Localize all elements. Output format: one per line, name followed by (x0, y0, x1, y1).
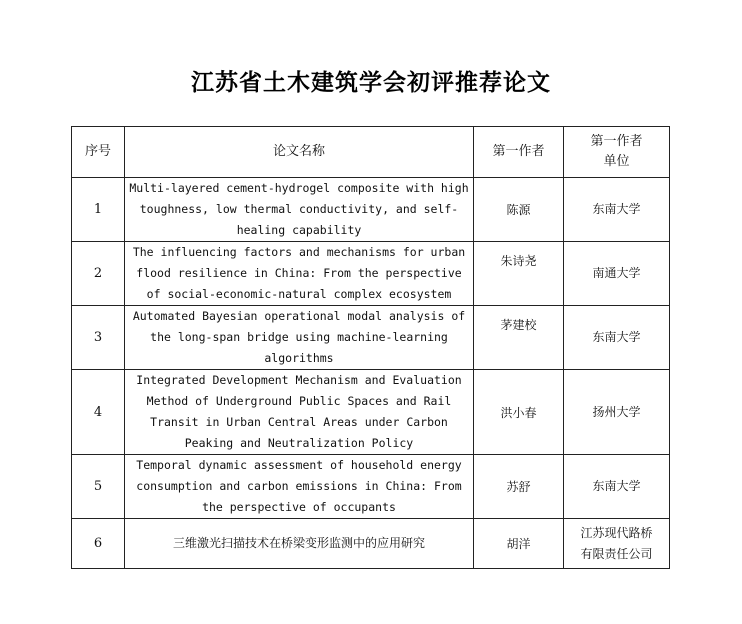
row-number: 1 (72, 178, 125, 242)
first-author: 洪小春 (474, 370, 564, 455)
paper-title: Multi-layered cement-hydrogel composite with high toughness, low thermal conductivity, and self-healing capability (125, 178, 474, 242)
header-unit-line2: 单位 (603, 154, 630, 169)
header-no: 序号 (72, 127, 125, 178)
table-row (72, 178, 670, 242)
papers-table (71, 126, 670, 569)
first-author: 胡洋 (474, 519, 564, 569)
first-author: 陈源 (474, 178, 564, 242)
author-unit: 扬州大学 (564, 370, 670, 455)
author-unit-line1: 江苏现代路桥 (580, 525, 653, 540)
table-row (72, 306, 670, 370)
header-unit-line1: 第一作者 (590, 134, 643, 149)
author-unit (564, 519, 670, 569)
row-number: 2 (72, 242, 125, 306)
table-row (72, 455, 670, 519)
header-unit (564, 127, 670, 178)
author-unit-line2: 有限责任公司 (580, 546, 653, 561)
first-author: 苏舒 (474, 455, 564, 519)
first-author: 茅建校 (474, 306, 564, 370)
author-unit: 东南大学 (564, 306, 670, 370)
paper-title: Integrated Development Mechanism and Evaluation Method of Underground Public Spaces and Rail Transit in Urban Central Areas under Carbon Peaking and Neutralization Policy (125, 370, 474, 455)
author-unit: 东南大学 (564, 455, 670, 519)
first-author: 朱诗尧 (474, 242, 564, 306)
table-row (72, 370, 670, 455)
author-unit: 东南大学 (564, 178, 670, 242)
table-header-row (72, 127, 670, 178)
row-number: 5 (72, 455, 125, 519)
document-title: 江苏省土木建筑学会初评推荐论文 (191, 70, 551, 96)
paper-title: Temporal dynamic assessment of household energy consumption and carbon emissions in China: From the perspective of occupants (125, 455, 474, 519)
row-number: 6 (72, 519, 125, 569)
paper-title: Automated Bayesian operational modal analysis of the long-span bridge using machine-learning algorithms (125, 306, 474, 370)
row-number: 3 (72, 306, 125, 370)
paper-title: 三维激光扫描技术在桥梁变形监测中的应用研究 (125, 519, 474, 569)
paper-title: The influencing factors and mechanisms for urban flood resilience in China: From the perspective of social-economic-natural complex ecosystem (125, 242, 474, 306)
author-unit: 南通大学 (564, 242, 670, 306)
table-row (72, 519, 670, 569)
header-author: 第一作者 (474, 127, 564, 178)
header-title: 论文名称 (125, 127, 474, 178)
table-row (72, 242, 670, 306)
row-number: 4 (72, 370, 125, 455)
